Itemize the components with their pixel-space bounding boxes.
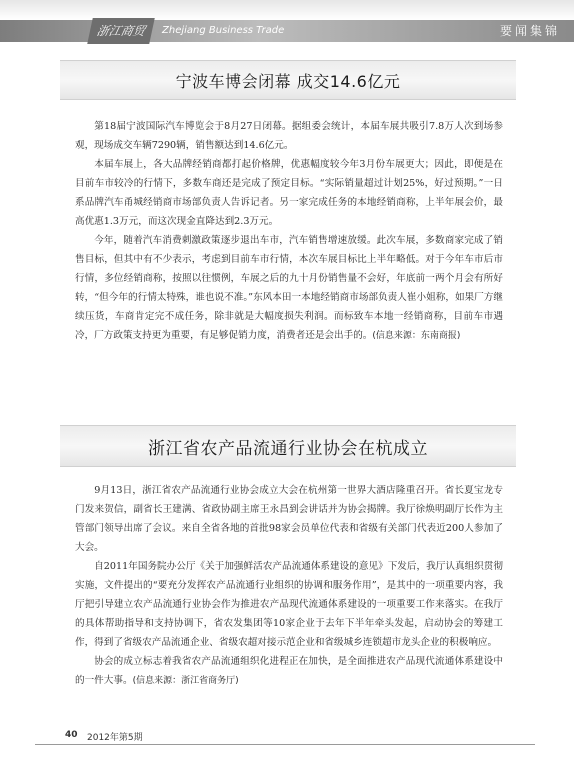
magazine-logo: 浙江商贸 (87, 18, 155, 44)
paragraph-text: 协会的成立标志着我省农产品流通组织化进程正在加快，是全面推进农产品现代流通体系建设中的一件大事。 (75, 656, 503, 686)
article-paragraph: 自2011年国务院办公厅《关于加强鲜活农产品流通体系建设的意见》下发后，我厅认真组织贯彻实施，文件提出的“要充分发挥农产品流通行业组织的协调和服务作用”，是其中的一项重要内容，我厅把引导建立农产品流通行业协会作为推进农产品现代流通体系建设的一项重要工作来落实。在我厅的具体帮助指导和支持协调下，省农发集团等10家企业于去年下半年牵头发起，启动协会的筹建工作，得到了省级农产品流通企业、省级农超对接示范企业和省级城乡连锁超市龙头企业的积极响应。 (75, 561, 503, 648)
paragraph-text: 今年，随着汽车消费刺激政策逐步退出车市，汽车销售增速放缓。此次车展，多数商家完成了销售目标，但其中有不少表示，考虑到目前车市行情，本次车展目标比上半年略低。对于今年车市后市行情，多位经销商称，按照以往惯例，车展之后的九十月份销售量不会好，年底前一两个月会有所好转，“但今年的行情太特殊，谁也说不准。”东风本田一本地经销商市场部负责人崔小姐称，如果厂方继续压货，车商肯定完不成任务，除非就是大幅度损失利润。而标致车本地一经销商称，目前车市遇冷，厂方政策支持更为重要，有足够促销力度，消费者还是会出手的。 (75, 235, 503, 341)
article-paragraph (75, 231, 503, 346)
issue-label: 2012年第5期 (87, 733, 143, 743)
article-body (75, 481, 503, 691)
article-paragraph: 9月13日，浙江省农产品流通行业协会成立大会在杭州第一世界大酒店隆重召开。省长夏宝龙专门发来贺信，副省长王建满、省政协副主席王永昌到会讲话并为协会揭牌。我厅徐焕明副厅长作为主管部门领导出席了会议。来自全省各地的首批98家会员单位代表和省级有关部门代表近200人参加了大会。 (75, 485, 503, 553)
footer-rule (35, 744, 535, 745)
article-title-panel (60, 425, 516, 467)
page-footer (35, 730, 555, 750)
article-paragraph (75, 652, 503, 691)
article-title: 浙江省农产品流通行业协会在杭成立 (148, 438, 428, 459)
header-fold (0, 0, 574, 20)
article-source: (信息来源：东南商报) (372, 331, 461, 341)
article-title-panel (60, 60, 516, 100)
article-paragraph: 第18届宁波国际汽车博览会于8月27日闭幕。据组委会统计，本届车展共吸引7.8万人次到场参观，现场成交车辆7290辆，销售额达到14.6亿元。 (75, 121, 503, 151)
article-body (75, 117, 503, 346)
article-source: (信息来源：浙江省商务厅) (132, 676, 239, 686)
header-strip (0, 20, 574, 42)
article-paragraph: 本届车展上，各大品牌经销商都打起价格牌，优惠幅度较今年3月份车展更大；因此，即便是在目前车市较冷的行情下，多数车商还是完成了预定目标。“实际销量超过计划25%，好过预期。”一日系品牌汽车甬城经销商市场部负责人告诉记者。另一家完成任务的本地经销商称，上半年展会价，最高优惠1.3万元，而这次现金直降达到2.3万元。 (75, 159, 503, 227)
magazine-name-en: Zhejiang Business Trade (162, 25, 285, 36)
article-title: 宁波车博会闭幕 成交14.6亿元 (175, 71, 401, 91)
page-header (0, 0, 574, 50)
section-label: 要闻集锦 (499, 24, 560, 38)
page-number: 40 (65, 730, 78, 740)
